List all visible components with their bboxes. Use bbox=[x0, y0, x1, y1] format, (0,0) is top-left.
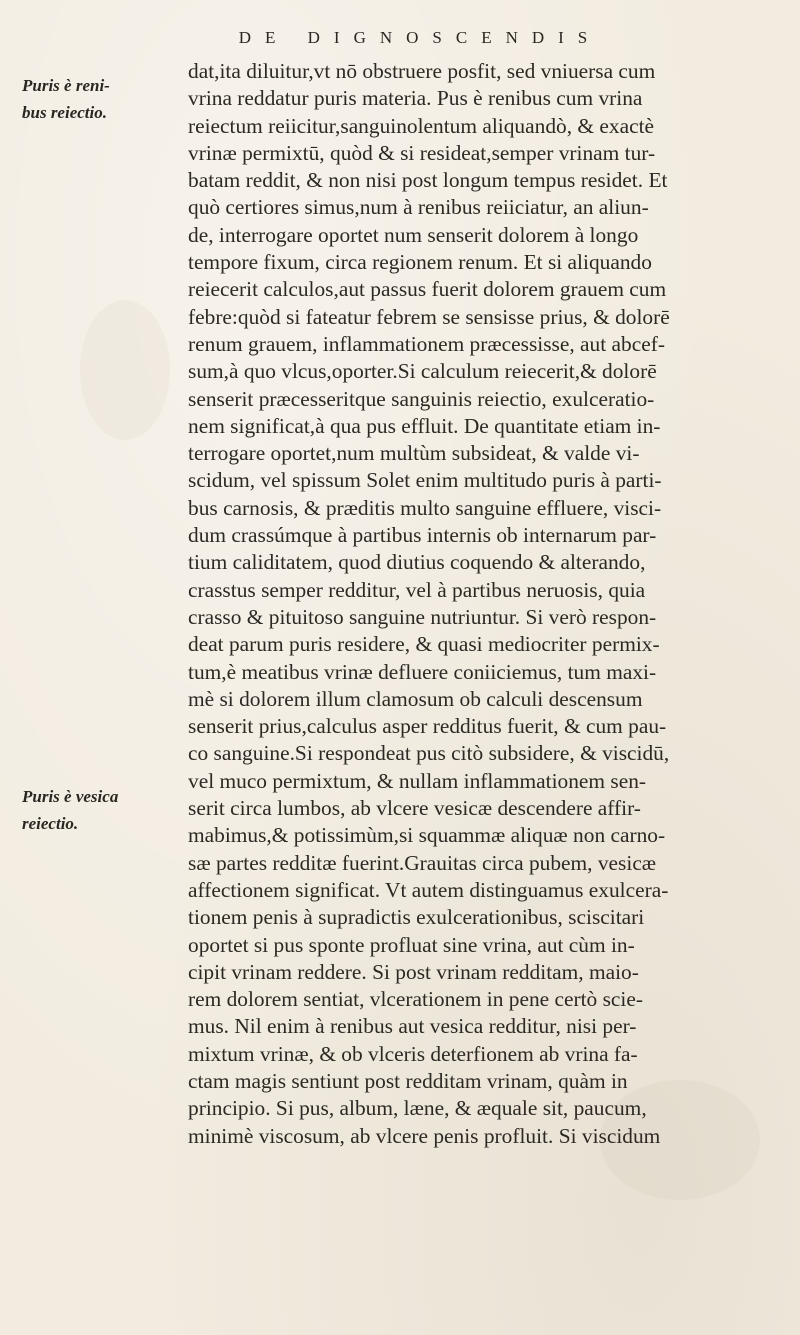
text-line: tempore fixum, circa regionem renum. Et si aliquando bbox=[188, 250, 652, 275]
text-line: mè si dolorem illum clamosum ob calculi descensum bbox=[188, 686, 643, 711]
text-line: nem significat,à qua pus effluit. De quantitate etiam in- bbox=[188, 413, 661, 438]
text-line: terrogare oportet,num multùm subsideat, & valde vi- bbox=[188, 441, 640, 466]
text-line: minimè viscosum, ab vlcere penis profluit. Si viscidum bbox=[188, 1123, 661, 1148]
body-text bbox=[188, 58, 770, 1150]
text-line: co sanguine.Si respondeat pus citò subsidere, & viscidū, bbox=[188, 741, 670, 766]
text-line: scidum, vel spissum Solet enim multitudo puris à parti- bbox=[188, 468, 662, 493]
text-line: crasstus semper redditur, vel à partibus neruosis, quia bbox=[188, 577, 646, 602]
text-line: deat parum puris residere, & quasi mediocriter permix- bbox=[188, 632, 660, 657]
text-line: senserit prius,calculus asper redditus fuerit, & cum pau- bbox=[188, 714, 667, 739]
text-line: tium caliditatem, quod diutius coquendo & alterando, bbox=[188, 550, 646, 575]
marginal-note-line: bus reiectio. bbox=[22, 103, 107, 122]
marginal-note-line: Puris è vesica bbox=[22, 787, 119, 806]
marginal-note-kidney bbox=[22, 72, 182, 126]
text-line: tionem penis à supradictis exulcerationibus, sciscitari bbox=[188, 905, 645, 930]
text-line: ctam magis sentiunt post redditam vrinam, quàm in bbox=[188, 1068, 628, 1093]
text-line: rem dolorem sentiat, vlcerationem in pene certò scie- bbox=[188, 987, 643, 1012]
text-line: reiectum reiicitur,sanguinolentum aliquandò, & exactè bbox=[188, 113, 655, 138]
text-line: crasso & pituitoso sanguine nutriuntur. Si verò respon- bbox=[188, 604, 657, 629]
text-line: mixtum vrinæ, & ob vlceris deterfionem ab vrina fa- bbox=[188, 1041, 638, 1066]
text-line: febre:quòd si fateatur febrem se sensisse prius, & dolorē bbox=[188, 304, 670, 329]
text-line: reiecerit calculos,aut passus fuerit dolorem grauem cum bbox=[188, 277, 667, 302]
marginal-note-line: reiectio. bbox=[22, 814, 79, 833]
text-line: mabimus,& potissimùm,si squammæ aliquæ non carno- bbox=[188, 823, 666, 848]
marginal-note-bladder bbox=[22, 783, 182, 837]
text-line: senserit præcesseritque sanguinis reiectio, exulceratio- bbox=[188, 386, 655, 411]
text-line: tum,è meatibus vrinæ defluere coniiciemus, tum maxi- bbox=[188, 659, 657, 684]
paper-stain bbox=[80, 300, 170, 440]
text-line: sum,à quo vlcus,oporter.Si calculum reiecerit,& dolorē bbox=[188, 359, 657, 384]
text-line: bus carnosis, & præditis multo sanguine effluere, visci- bbox=[188, 495, 662, 520]
running-head-text: DE DIGNOSCENDIS bbox=[238, 28, 602, 47]
text-line: vrinæ permixtū, quòd & si resideat,semper vrinam tur- bbox=[188, 140, 656, 165]
text-line: cipit vrinam reddere. Si post vrinam redditam, maio- bbox=[188, 959, 639, 984]
text-line: de, interrogare oportet num senserit dolorem à longo bbox=[188, 222, 639, 247]
text-line: serit circa lumbos, ab vlcere vesicæ descendere affir- bbox=[188, 796, 641, 821]
running-head bbox=[0, 28, 800, 48]
text-line: dum crassúmque à partibus internis ob internarum par- bbox=[188, 523, 657, 548]
text-line: affectionem significat. Vt autem distinguamus exulcera- bbox=[188, 877, 669, 902]
text-line: oportet si pus sponte profluat sine vrina, aut cùm in- bbox=[188, 932, 635, 957]
text-line: sæ partes redditæ fuerint.Grauitas circa pubem, vesicæ bbox=[188, 850, 657, 875]
marginal-note-line: Puris è reni- bbox=[22, 76, 110, 95]
text-line: dat,ita diluitur,vt nō obstruere posfit, sed vniuersa cum bbox=[188, 59, 656, 83]
text-line: mus. Nil enim à renibus aut vesica redditur, nisi per- bbox=[188, 1014, 637, 1039]
text-line: renum grauem, inflammationem præcessisse, aut abcef- bbox=[188, 331, 665, 356]
text-line: vel muco permixtum, & nullam inflammationem sen- bbox=[188, 768, 647, 793]
text-line: vrina reddatur puris materia. Pus è renibus cum vrina bbox=[188, 86, 643, 111]
text-line: principio. Si pus, album, læne, & æquale sit, paucum, bbox=[188, 1096, 647, 1121]
text-line: quò certiores simus,num à renibus reiiciatur, an aliun- bbox=[188, 195, 649, 220]
text-line: batam reddit, & non nisi post longum tempus residet. Et bbox=[188, 168, 668, 193]
